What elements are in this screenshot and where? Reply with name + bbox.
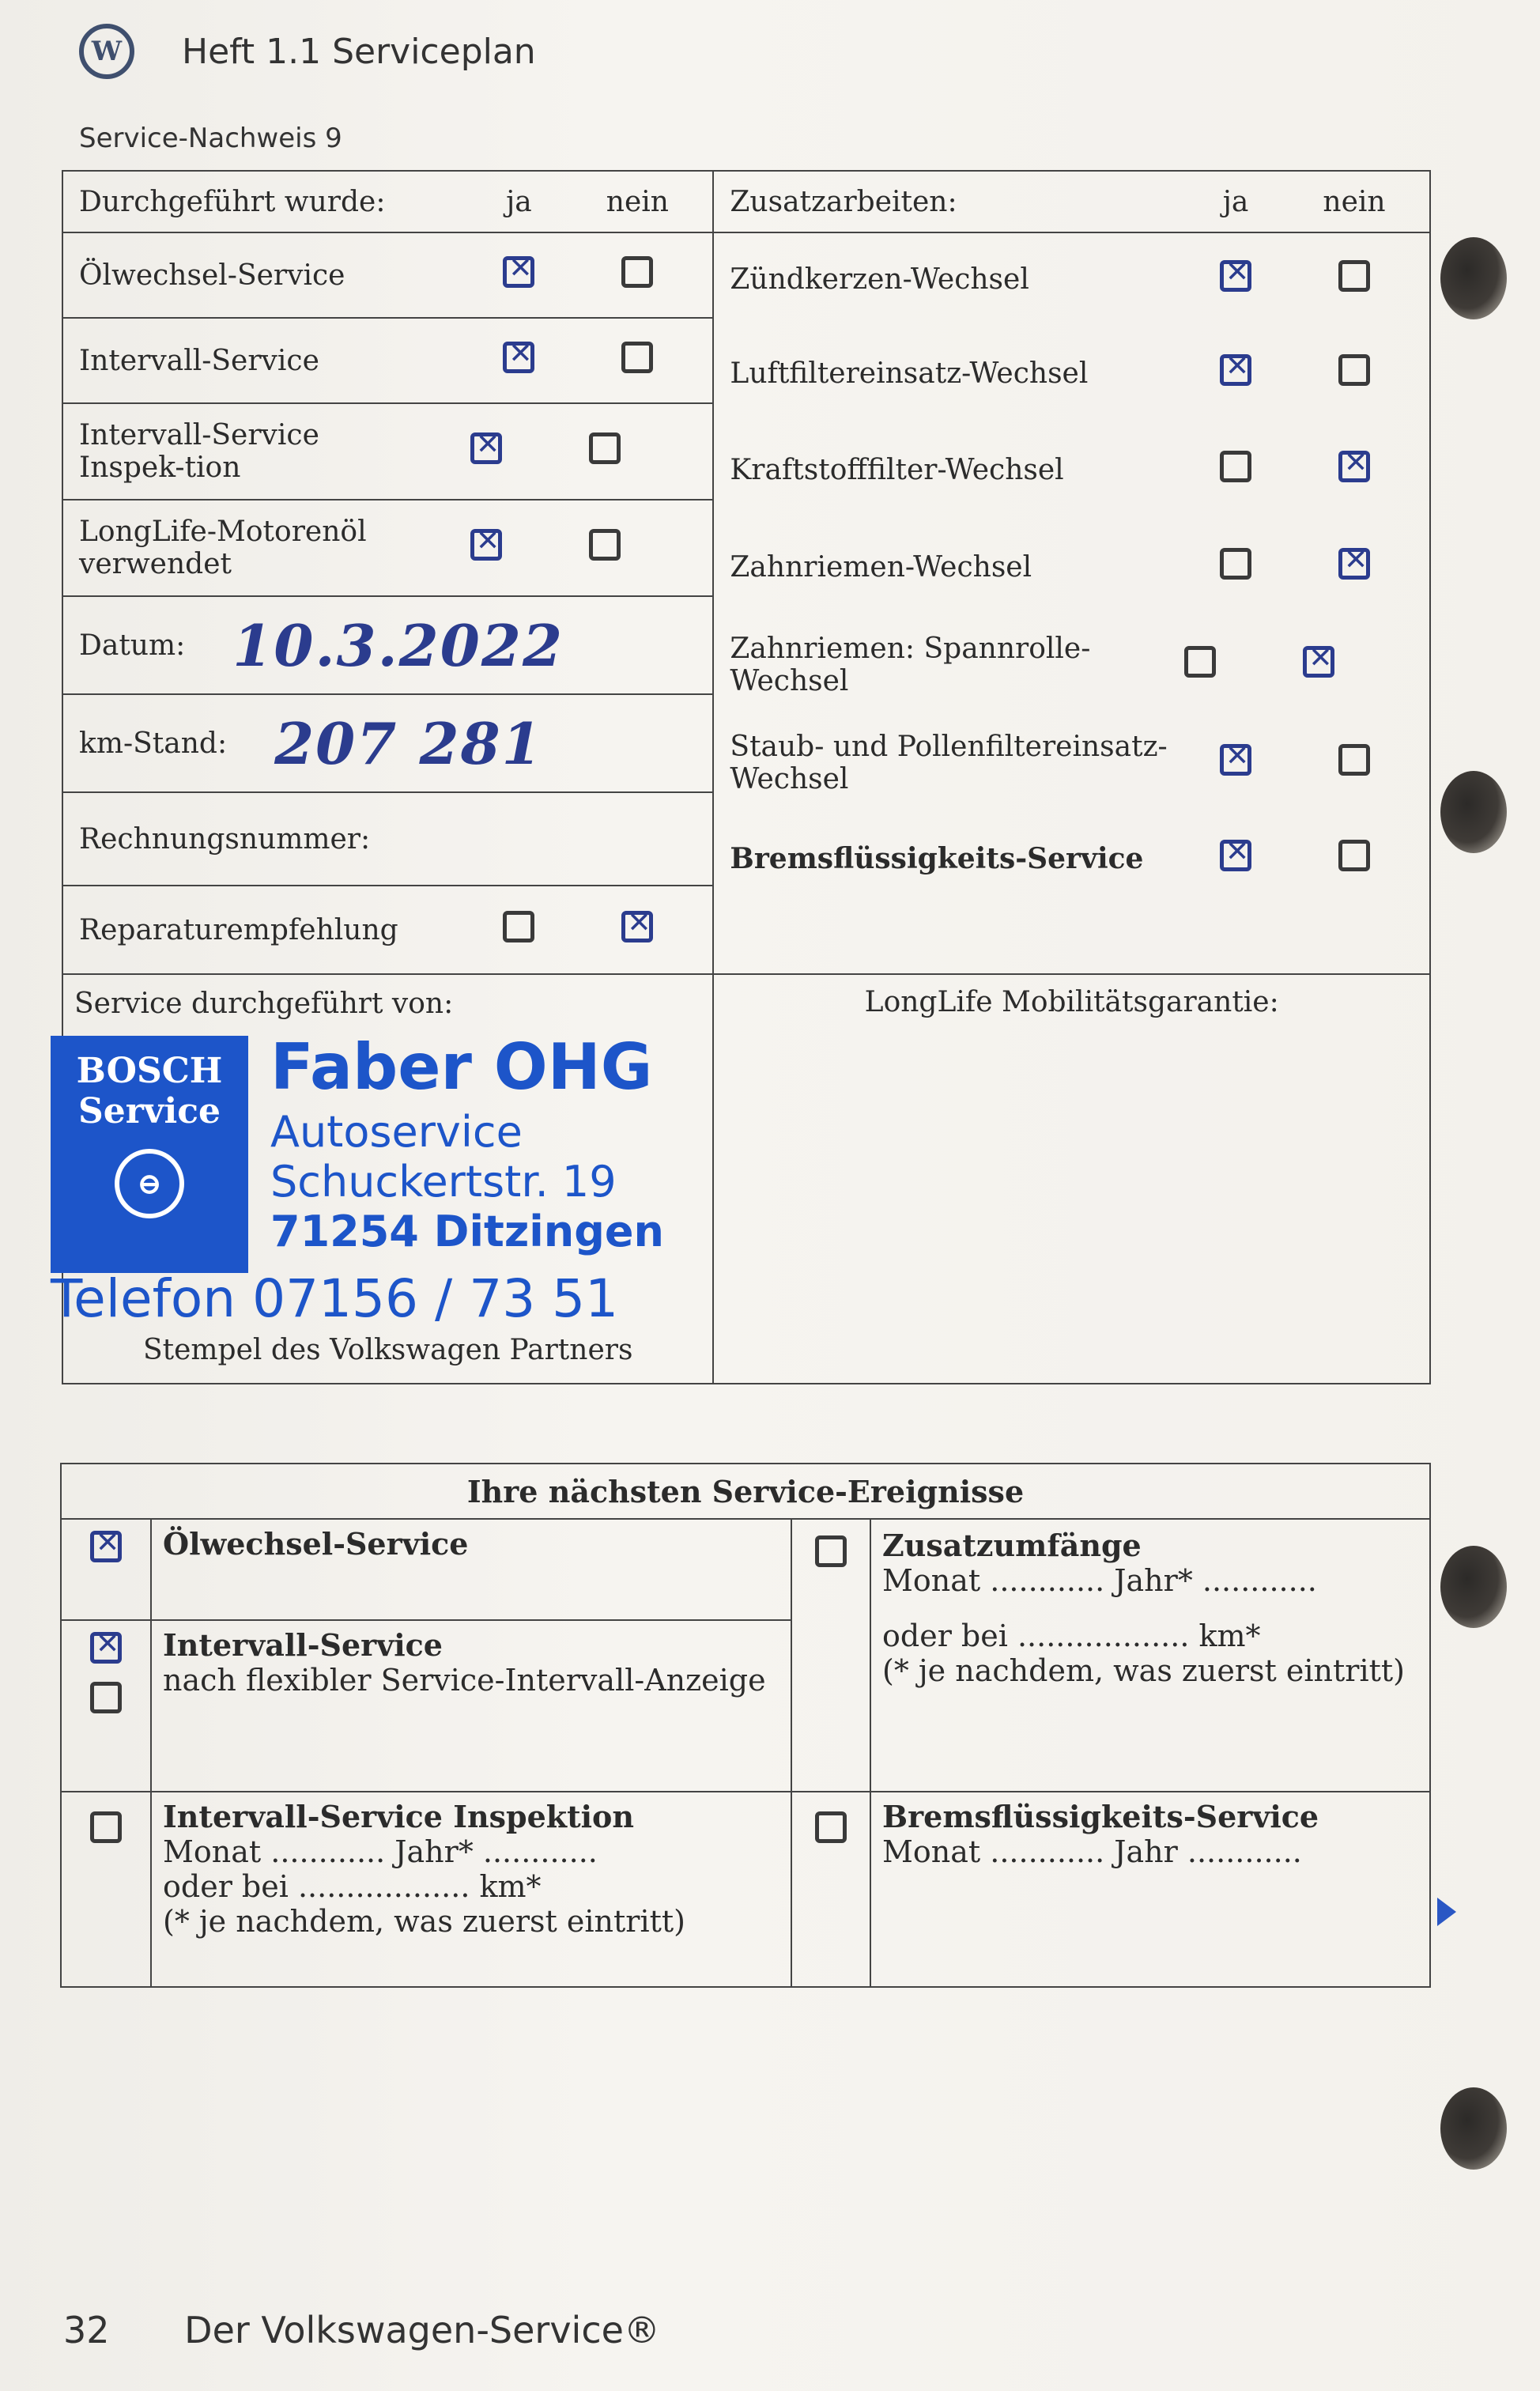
check-cell: [791, 1519, 870, 1792]
additional-work-column: [713, 171, 1430, 974]
dealer-address: Faber OHG Autoservice Schuckertstr. 19 71254 Ditzingen: [270, 1030, 664, 1256]
page-title: Heft 1.1 Serviceplan: [182, 31, 536, 72]
next-item: Intervall-Service Inspektion Monat ............ Jahr* ............ oder bei .................. km* (* je nachdem, was zuerst eintritt): [151, 1792, 791, 1987]
vw-logo-icon: W: [79, 24, 134, 79]
checkbox-ja[interactable]: [1220, 548, 1251, 580]
repair-recommendation-row: Reparaturempfehlung ✕: [63, 885, 712, 973]
additional-row: Luftfiltereinsatz-Wechsel ✕: [714, 325, 1429, 421]
check-cell: [791, 1792, 870, 1987]
next-service-title: Ihre nächsten Service-Ereignisse: [61, 1464, 1430, 1519]
next-item: Bremsflüssigkeits-Service Monat ............ Jahr ............: [870, 1792, 1430, 1987]
checkbox-ja-checked[interactable]: [1220, 260, 1251, 292]
checkbox-checked[interactable]: [90, 1632, 122, 1664]
service-record-label: Service-Nachweis 9: [79, 123, 342, 154]
checkbox-ja-checked[interactable]: [1220, 744, 1251, 776]
checkbox[interactable]: [815, 1535, 847, 1567]
checkbox-nein[interactable]: [621, 342, 653, 373]
mileage-row: km-Stand: 207 281: [63, 693, 712, 791]
checkbox[interactable]: [90, 1682, 122, 1713]
performed-row: Ölwechsel-Service ✕: [63, 232, 712, 317]
checkbox-checked[interactable]: [90, 1531, 122, 1562]
checkbox-nein[interactable]: [589, 529, 621, 561]
date-row: Datum: 10.3.2022: [63, 595, 712, 693]
checkbox[interactable]: [815, 1811, 847, 1843]
checkbox-nein-checked[interactable]: [1338, 451, 1370, 482]
punch-hole: [1440, 237, 1507, 319]
checkbox-ja-checked[interactable]: [470, 529, 502, 561]
additional-header: Zusatzarbeiten: ja nein: [730, 185, 1386, 218]
service-record-table: [51, 170, 1431, 1384]
footer-title: Der Volkswagen-Service®: [184, 2309, 660, 2351]
checkbox-ja-checked[interactable]: [470, 432, 502, 464]
additional-row: Zündkerzen-Wechsel ✕: [714, 232, 1429, 325]
bosch-emblem-icon: ⊖: [115, 1149, 184, 1218]
checkbox-nein[interactable]: [1338, 260, 1370, 292]
punch-hole: [1440, 771, 1507, 853]
performed-row: LongLife-Motorenöl verwendet ✕: [63, 499, 712, 595]
dealer-stamp: [51, 1030, 712, 1273]
checkbox-ja[interactable]: [1220, 451, 1251, 482]
additional-row: Zahnriemen-Wechsel ✕: [714, 518, 1429, 616]
checkbox-ja[interactable]: [1184, 646, 1216, 678]
page-continue-arrow-icon: [1437, 1898, 1456, 1926]
additional-row: Kraftstofffilter-Wechsel ✕: [714, 421, 1429, 518]
checkbox-ja-checked[interactable]: [1220, 354, 1251, 386]
checkbox-nein[interactable]: [1338, 840, 1370, 871]
checkbox-nein[interactable]: [1338, 354, 1370, 386]
checkbox-nein[interactable]: [1338, 744, 1370, 776]
check-cell: [61, 1519, 151, 1620]
mobility-guarantee-cell: LongLife Mobilitätsgarantie:: [713, 974, 1430, 1384]
checkbox-nein-checked[interactable]: [1338, 548, 1370, 580]
punch-hole: [1440, 1546, 1507, 1628]
next-item: Intervall-Service nach flexibler Service-Intervall-Anzeige: [151, 1620, 791, 1792]
additional-row: Bremsflüssigkeits-Service ✕: [714, 812, 1429, 905]
checkbox-ja[interactable]: [503, 911, 534, 942]
invoice-row: Rechnungsnummer:: [63, 791, 712, 885]
performed-column: [62, 171, 713, 974]
checkbox-nein-checked[interactable]: [1303, 646, 1334, 678]
page-number: 32: [63, 2309, 110, 2351]
next-service-table: [60, 1463, 1431, 1988]
performed-header: Durchgeführt wurde: ja nein: [79, 185, 669, 218]
performed-row: Intervall-Service Inspek-tion ✕: [63, 402, 712, 499]
check-cell: [61, 1792, 151, 1987]
additional-row: Staub- und Pollenfiltereinsatz-Wechsel ✕: [714, 714, 1429, 812]
dealer-stamp-cell: Service durchgeführt von: BOSCH Service ⊖ Faber OHG Autoservice Schuckertstr. 19 71254 Ditzingen Telefon 07156 / 73 51 Stempel des Volkswagen Partners: [62, 974, 713, 1384]
checkbox-ja-checked[interactable]: [1220, 840, 1251, 871]
checkbox-nein[interactable]: [621, 256, 653, 288]
check-cell: [61, 1620, 151, 1792]
date-handwritten: 10.3.2022: [232, 611, 564, 679]
checkbox-ja-checked[interactable]: [503, 256, 534, 288]
punch-hole: [1440, 2087, 1507, 2170]
next-item: Ölwechsel-Service: [151, 1519, 791, 1620]
additional-row: Zahnriemen: Spannrolle-Wechsel ✕: [714, 616, 1429, 714]
checkbox-nein[interactable]: [589, 432, 621, 464]
mileage-handwritten: 207 281: [274, 709, 543, 777]
next-item: Zusatzumfänge Monat ............ Jahr* ............ oder bei .................. km* (* je nachdem, was zuerst eintritt): [870, 1519, 1430, 1792]
page-footer: [63, 2309, 660, 2351]
checkbox-ja-checked[interactable]: [503, 342, 534, 373]
bosch-service-logo: BOSCH Service ⊖: [51, 1036, 248, 1273]
checkbox-nein-checked[interactable]: [621, 911, 653, 942]
checkbox[interactable]: [90, 1811, 122, 1843]
performed-row: Intervall-Service ✕: [63, 317, 712, 402]
page-header: [79, 16, 536, 87]
dealer-phone: Telefon 07156 / 73 51: [51, 1268, 619, 1329]
